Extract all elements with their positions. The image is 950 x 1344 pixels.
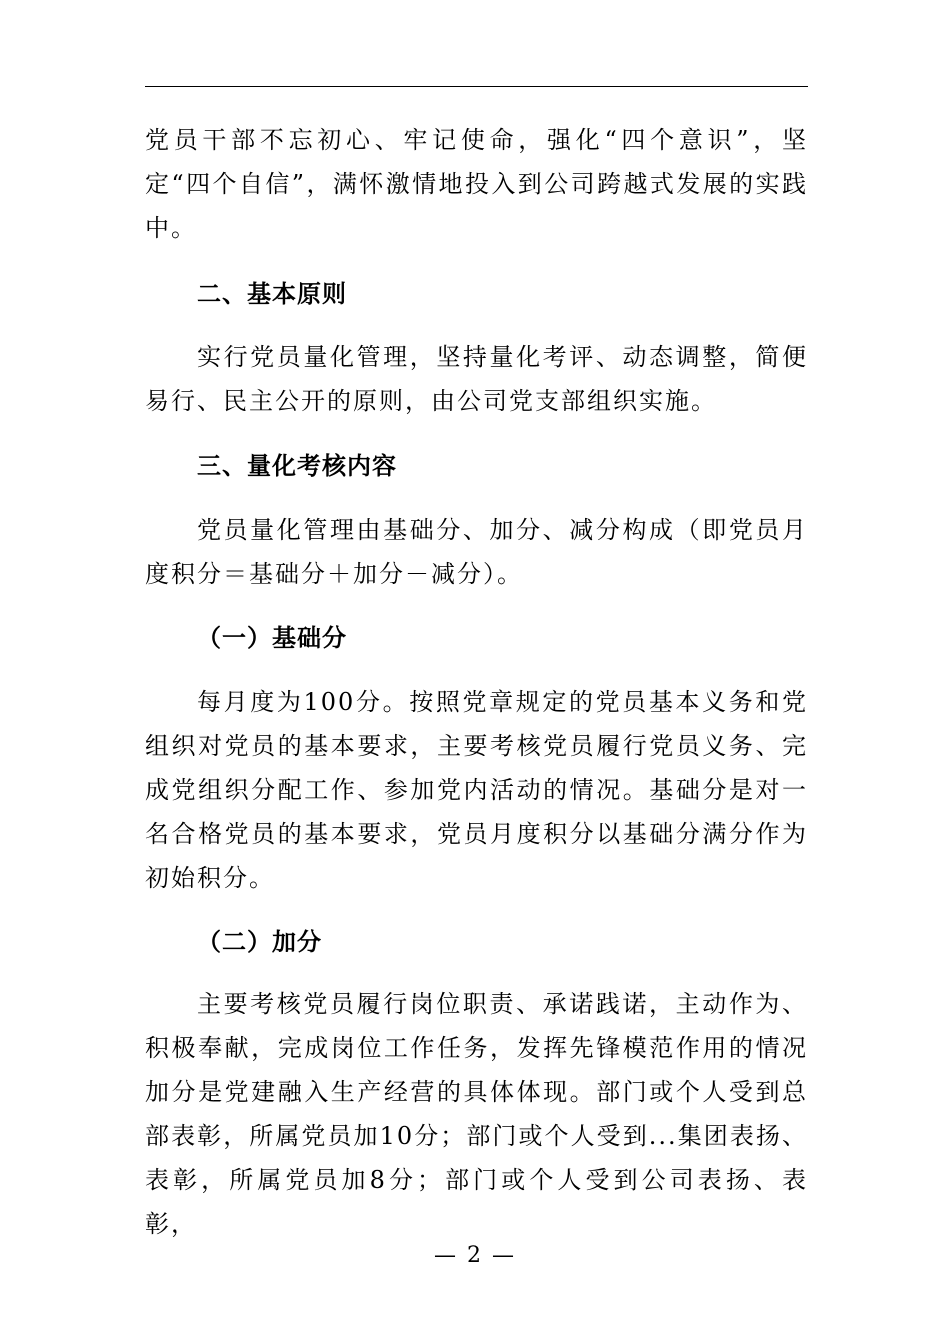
section-heading-assessment-content: 三、量化考核内容 [197, 452, 397, 480]
paragraph-base-score: 每月度为100分。按照党章规定的党员基本义务和党组织对党员的基本要求，主要考核党员履行党员义务、完成党组织分配工作、参加党内活动的情况。基础分是对一名合格党员的基本要求，党员月度积分以基础分满分作为初始积分。 [145, 688, 808, 892]
header-rule [145, 86, 808, 87]
subsection-heading-base-score: （一）基础分 [197, 624, 347, 652]
page-number: — 2 — [434, 1243, 516, 1268]
subsection-heading-bonus: （二）加分 [197, 928, 322, 956]
paragraph-content: 党员量化管理由基础分、加分、减分构成（即党员月度积分＝基础分＋加分－减分）。 [145, 516, 808, 588]
paragraph-principles: 实行党员量化管理，坚持量化考评、动态调整，简便易行、民主公开的原则，由公司党支部组织实施。 [145, 343, 808, 415]
paragraph-bonus: 主要考核党员履行岗位职责、承诺践诺，主动作为、积极奉献，完成岗位工作任务，发挥先锋模范作用的情况加分是党建融入生产经营的具体体现。部门或个人受到总部表彰，所属党员加10分；部门或个人受到...集团表扬、表彰，所属党员加8分；部门或个人受到公司表扬、表彰， [145, 990, 808, 1238]
paragraph-intro: 党员干部不忘初心、牢记使命，强化“四个意识”，坚定“四个自信”，满怀激情地投入到公司跨越式发展的实践中。 [145, 126, 808, 242]
section-heading-basic-principles: 二、基本原则 [197, 280, 347, 308]
